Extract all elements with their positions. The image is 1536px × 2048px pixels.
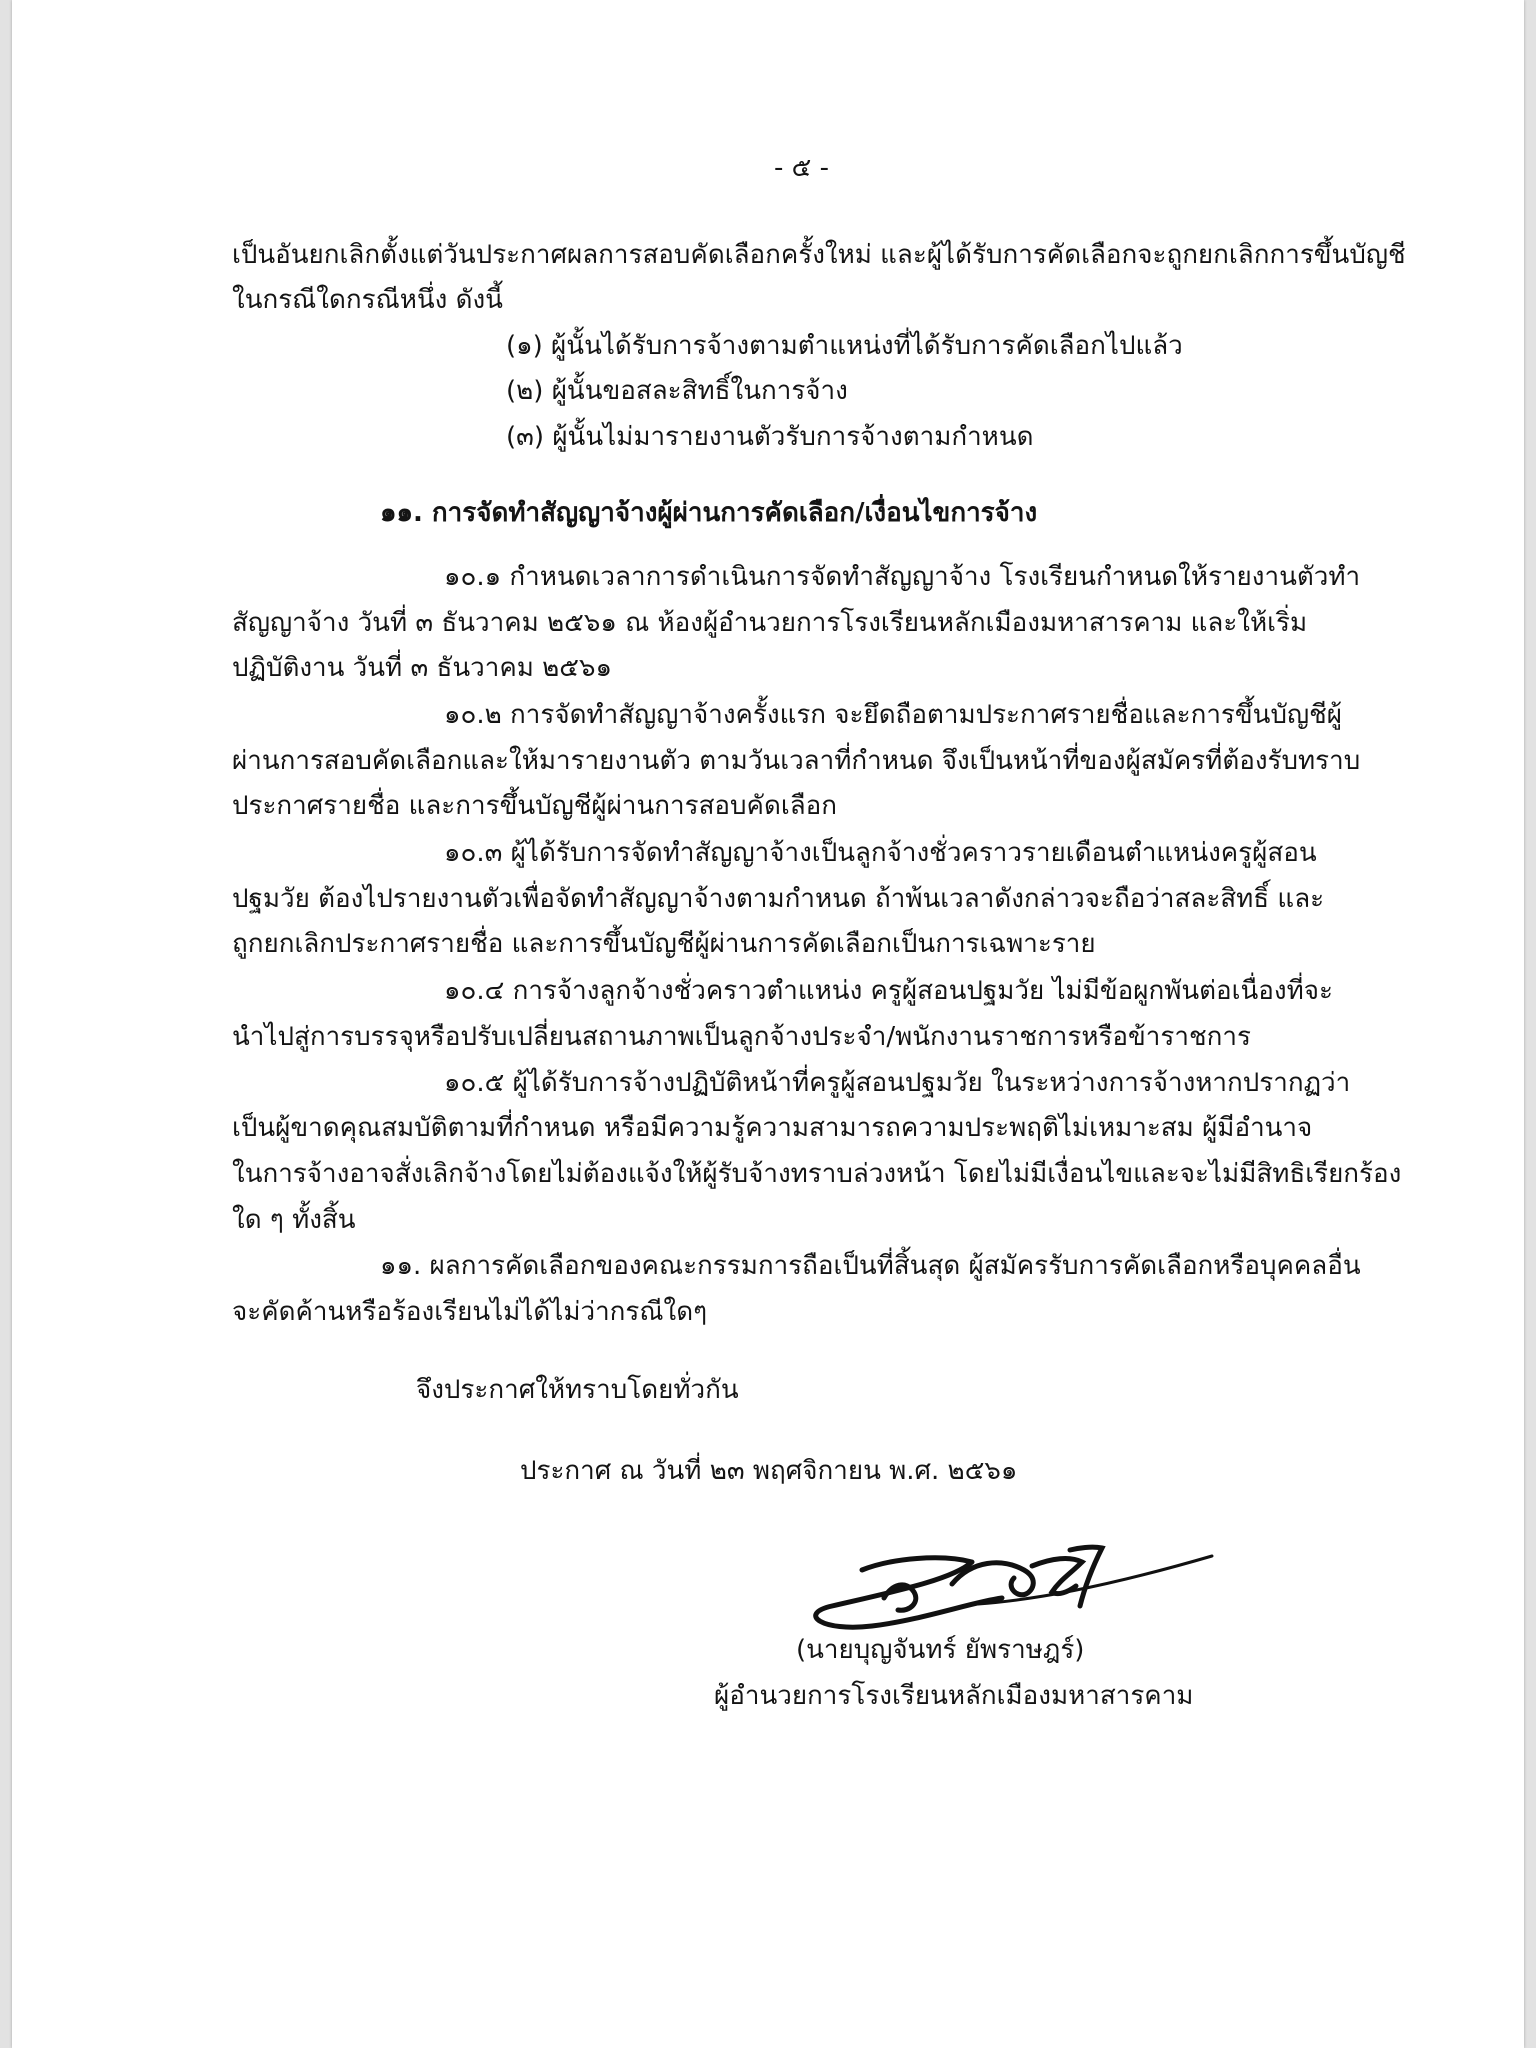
paragraph-line: ในการจ้างอาจสั่งเลิกจ้างโดยไม่ต้องแจ้งให้ผู้รับจ้างทราบล่วงหน้า โดยไม่มีเงื่อนไขและจะไม่มีสิทธิเรียกร้อง <box>232 1159 1402 1189</box>
paragraph-line: ๑๐.๔ การจ้างลูกจ้างชั่วคราวตำแหน่ง ครูผู้สอนปฐมวัย ไม่มีข้อผูกพันต่อเนื่องที่จะ <box>444 976 1333 1006</box>
paragraph-line: ประกาศรายชื่อ และการขึ้นบัญชีผู้ผ่านการสอบคัดเลือก <box>232 791 838 821</box>
list-item: (๑) ผู้นั้นได้รับการจ้างตามตำแหน่งที่ได้รับการคัดเลือกไปแล้ว <box>506 331 1183 361</box>
list-item: (๒) ผู้นั้นขอสละสิทธิ์ในการจ้าง <box>506 376 848 406</box>
signatory-position: ผู้อำนวยการโรงเรียนหลักเมืองมหาสารคาม <box>714 1681 1194 1711</box>
paragraph-line: ๑๐.๒ การจัดทำสัญญาจ้างครั้งแรก จะยึดถือตามประกาศรายชื่อและการขึ้นบัญชีผู้ <box>444 700 1342 730</box>
document-page <box>12 0 1524 2048</box>
announcement-line: จึงประกาศให้ทราบโดยทั่วกัน <box>416 1375 739 1405</box>
paragraph-line: ปฐมวัย ต้องไปรายงานตัวเพื่อจัดทำสัญญาจ้างตามกำหนด ถ้าพ้นเวลาดังกล่าวจะถือว่าสละสิทธิ์ และ <box>232 884 1325 914</box>
paragraph-line: ๑๐.๑ กำหนดเวลาการดำเนินการจัดทำสัญญาจ้าง โรงเรียนกำหนดให้รายงานตัวทำ <box>444 562 1361 592</box>
paragraph-line: จะคัดค้านหรือร้องเรียนไม่ได้ไม่ว่ากรณีใดๆ <box>232 1297 708 1327</box>
paragraph-line: ๑๐.๓ ผู้ได้รับการจัดทำสัญญาจ้างเป็นลูกจ้างชั่วคราวรายเดือนตำแหน่งครูผู้สอน <box>444 838 1317 868</box>
paragraph-line: ใด ๆ ทั้งสิ้น <box>232 1205 356 1235</box>
section-heading: ๑๑. การจัดทำสัญญาจ้างผู้ผ่านการคัดเลือก/เงื่อนไขการจ้าง <box>380 498 1038 528</box>
paragraph-line: ๑๑. ผลการคัดเลือกของคณะกรรมการถือเป็นที่สิ้นสุด ผู้สมัครรับการคัดเลือกหรือบุคคลอื่น <box>380 1251 1361 1281</box>
paragraph-line: สัญญาจ้าง วันที่ ๓ ธันวาคม ๒๕๖๑ ณ ห้องผู้อำนวยการโรงเรียนหลักเมืองมหาสารคาม และให้เริ่ม <box>232 608 1308 638</box>
paragraph-line: ปฏิบัติงาน วันที่ ๓ ธันวาคม ๒๕๖๑ <box>232 653 612 683</box>
list-item: (๓) ผู้นั้นไม่มารายงานตัวรับการจ้างตามกำหนด <box>506 422 1034 452</box>
paragraph-line: เป็นอันยกเลิกตั้งแต่วันประกาศผลการสอบคัดเลือกครั้งใหม่ และผู้ได้รับการคัดเลือกจะถูกยกเลิกการขึ้นบัญชี <box>232 240 1406 270</box>
page-number: - ๕ - <box>774 153 829 183</box>
paragraph-line: ถูกยกเลิกประกาศรายชื่อ และการขึ้นบัญชีผู้ผ่านการคัดเลือกเป็นการเฉพาะราย <box>232 929 1096 959</box>
announcement-date: ประกาศ ณ วันที่ ๒๓ พฤศจิกายน พ.ศ. ๒๕๖๑ <box>520 1456 1018 1486</box>
paragraph-line: ๑๐.๕ ผู้ได้รับการจ้างปฏิบัติหน้าที่ครูผู้สอนปฐมวัย ในระหว่างการจ้างหากปรากฏว่า <box>444 1068 1351 1098</box>
paragraph-line: ในกรณีใดกรณีหนึ่ง ดังนี้ <box>232 285 503 315</box>
paragraph-line: ผ่านการสอบคัดเลือกและให้มารายงานตัว ตามวันเวลาที่กำหนด จึงเป็นหน้าที่ของผู้สมัครที่ต้องรับทราบ <box>232 746 1361 776</box>
paragraph-line: นำไปสู่การบรรจุหรือปรับเปลี่ยนสถานภาพเป็นลูกจ้างประจำ/พนักงานราชการหรือข้าราชการ <box>232 1022 1251 1052</box>
paragraph-line: เป็นผู้ขาดคุณสมบัติตามที่กำหนด หรือมีความรู้ความสามารถความประพฤติไม่เหมาะสม ผู้มีอำนาจ <box>232 1113 1313 1143</box>
signatory-name: (นายบุญจันทร์ ยัพราษฎร์) <box>796 1635 1085 1665</box>
handwritten-signature <box>802 1540 1232 1640</box>
